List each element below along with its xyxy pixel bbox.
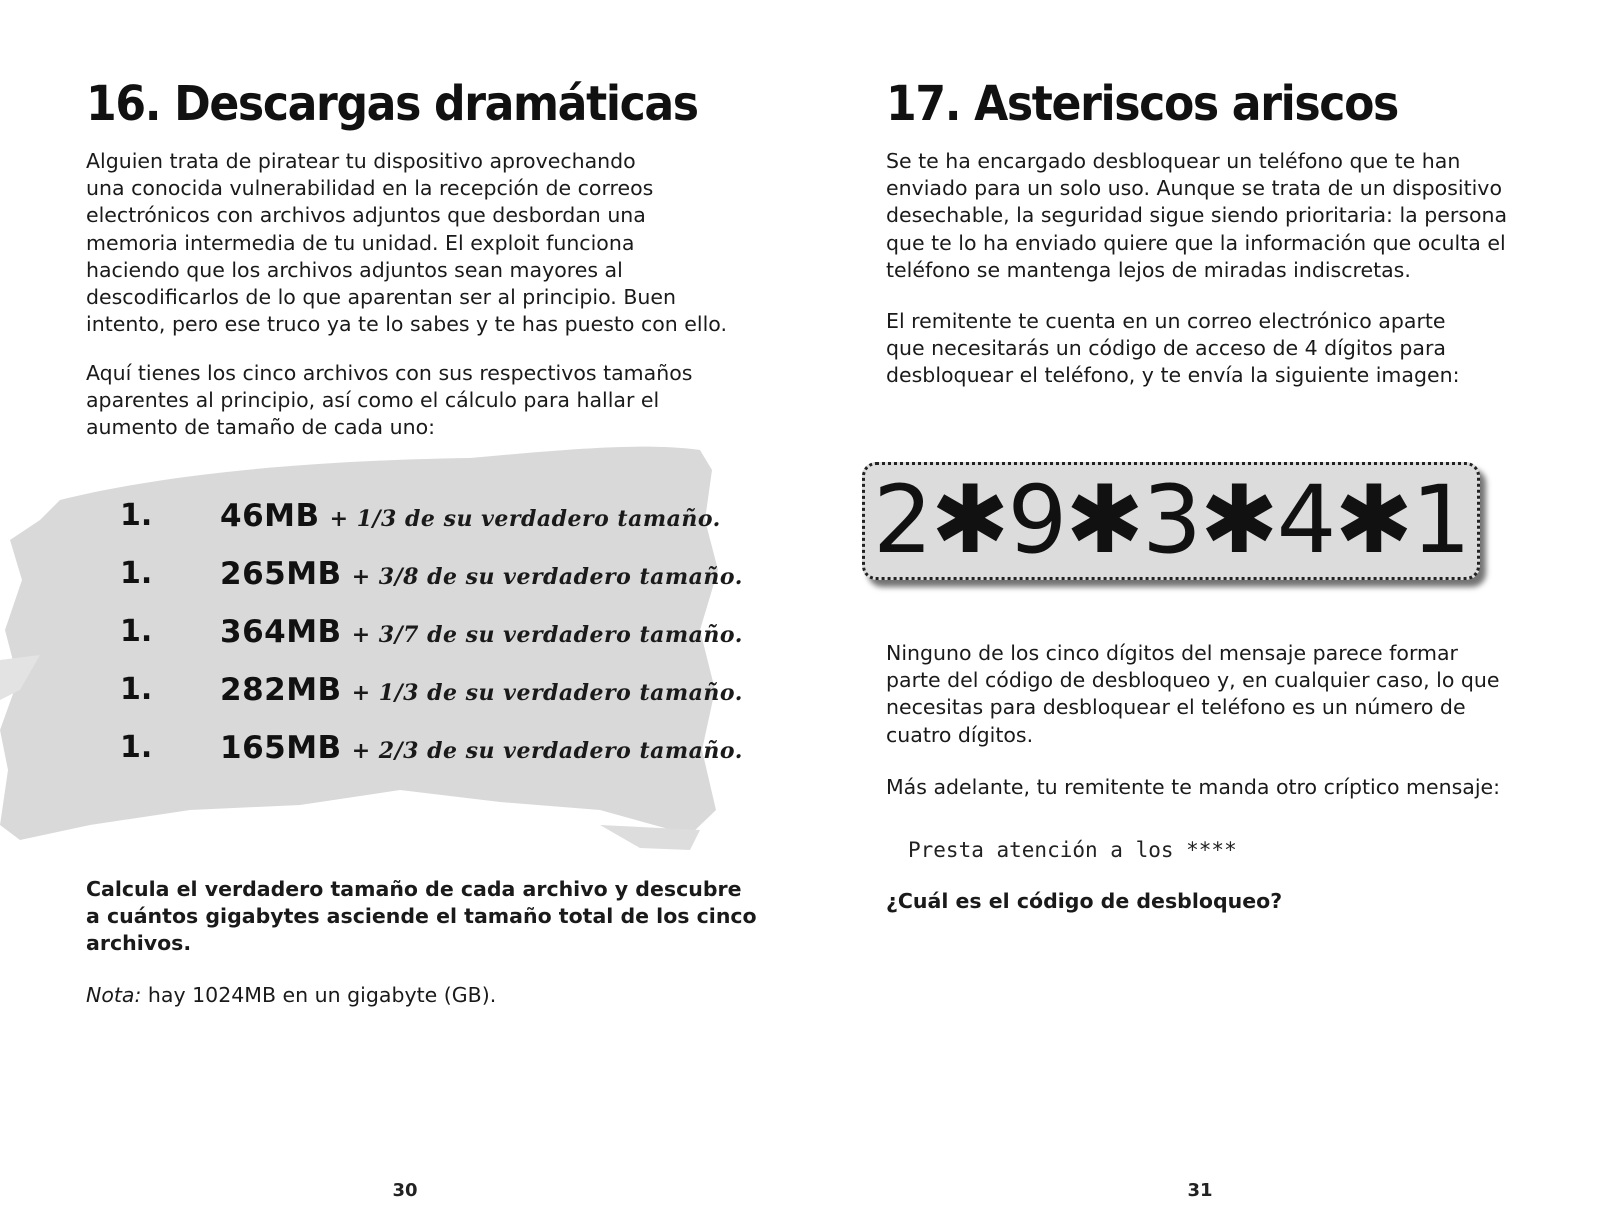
- code-image-text: 2✱9✱3✱4✱1: [872, 466, 1470, 575]
- puzzle-16-intro2: Aquí tienes los cinco archivos con sus respectivos tamaños aparentes al principio, así como el cálculo para hallar el aumento de tamaño de cada uno:: [86, 361, 693, 440]
- puzzle-16-intro: Alguien trata de piratear tu dispositivo aprovechando una conocida vulnerabilidad en la recepción de correos electrónicos con archivos adjuntos que desbordan una memoria intermedia de tu unidad. El exploit funciona haciendo que los archivos adjuntos sean mayores al descodificarlos de lo que aparentan ser al principio. Buen intento, pero ese truco ya te lo sabes y te has puesto con ello.: [86, 149, 727, 337]
- puzzle-17-para4: Más adelante, tu remitente te manda otro críptico mensaje:: [886, 775, 1501, 799]
- puzzle-16-title: 16. Descargas dramáticas: [86, 76, 698, 132]
- cryptic-message: Presta atención a los ****: [908, 838, 1237, 862]
- puzzle-17-para3: Ninguno de los cinco dígitos del mensaje parece formar parte del código de desbloqueo y, en cualquier caso, lo que necesitas para desbloquear el teléfono es un número de cuatro dígitos.: [886, 641, 1500, 747]
- file-size: 282MB: [220, 672, 342, 708]
- page-number: 31: [1187, 1180, 1213, 1201]
- puzzle-17-question: ¿Cuál es el código de desbloqueo?: [886, 889, 1283, 913]
- item-number: 1.: [120, 614, 153, 649]
- puzzle-17-intro2: El remitente te cuenta en un correo electrónico aparte que necesitarás un código de acceso de 4 dígitos para desbloquear el teléfono, y te envía la siguiente imagen:: [886, 309, 1460, 388]
- item-number: 1.: [120, 556, 153, 591]
- puzzle-16-note: [86, 982, 766, 1009]
- item-number: 1.: [120, 672, 153, 707]
- file-size: 165MB: [220, 730, 342, 766]
- puzzle-17-title: 17. Asteriscos ariscos: [886, 76, 1398, 132]
- right-page: [800, 0, 1600, 1226]
- size-fraction: + 1/3 de su verdadero tamaño.: [329, 506, 721, 532]
- item-number: 1.: [120, 730, 153, 765]
- file-size: 364MB: [220, 614, 342, 650]
- size-fraction: + 3/8 de su verdadero tamaño.: [351, 564, 743, 590]
- file-size: 46MB: [220, 498, 320, 534]
- item-number: 1.: [120, 498, 153, 533]
- puzzle-17-intro: Se te ha encargado desbloquear un teléfono que te han enviado para un solo uso. Aunque se trata de un dispositivo desechable, la seguridad sigue siendo prioritaria: la persona que te lo ha enviado quiere que la información que oculta el teléfono se mantenga lejos de miradas indiscretas.: [886, 149, 1508, 282]
- note-label: Nota:: [86, 983, 142, 1007]
- code-image: [862, 462, 1480, 580]
- size-fraction: + 3/7 de su verdadero tamaño.: [351, 622, 743, 648]
- size-fraction: + 2/3 de su verdadero tamaño.: [351, 738, 743, 764]
- page-number: 30: [392, 1180, 418, 1201]
- file-size: 265MB: [220, 556, 342, 592]
- note-text: hay 1024MB en un gigabyte (GB).: [141, 983, 497, 1007]
- puzzle-16-question: Calcula el verdadero tamaño de cada archivo y descubre a cuántos gigabytes asciende el tamaño total de los cinco archivos.: [86, 877, 757, 956]
- size-fraction: + 1/3 de su verdadero tamaño.: [351, 680, 743, 706]
